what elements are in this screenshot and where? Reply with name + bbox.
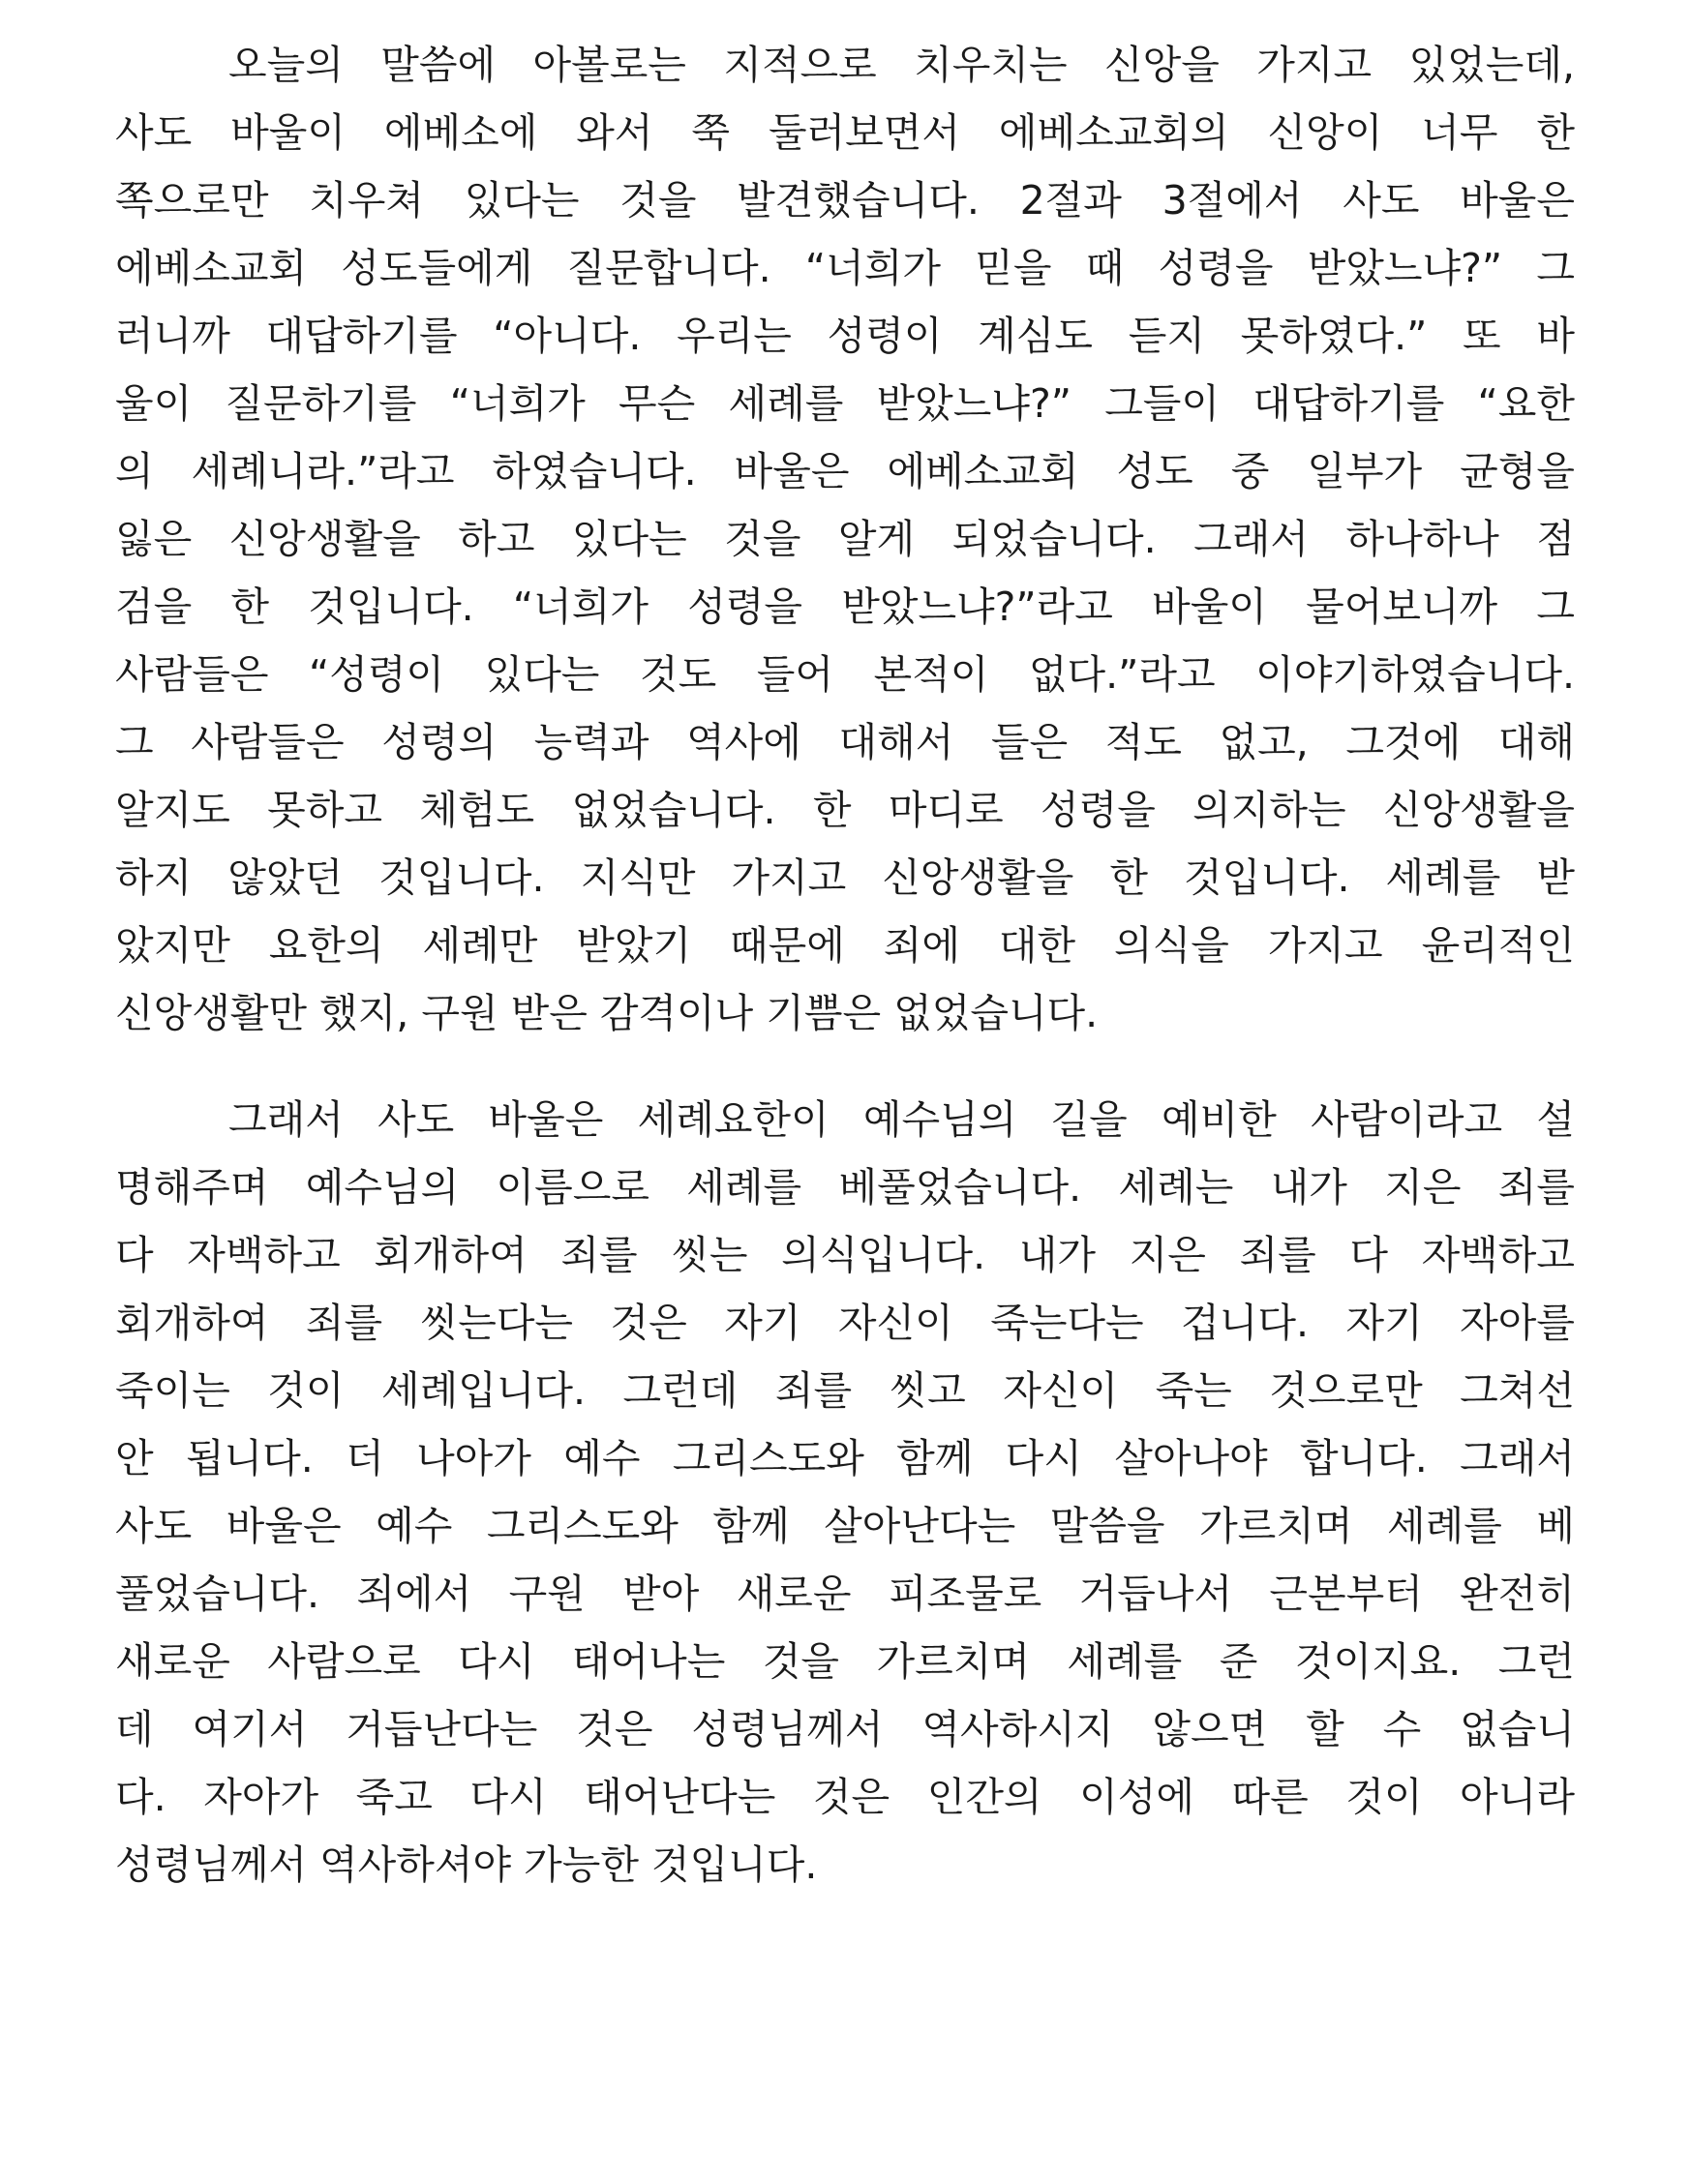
text-line: 의 세례니라.”라고 하였습니다. 바울은 에베소교회 성도 중 일부가 균형을 [115, 448, 1575, 494]
text-line: 사도 바울은 예수 그리스도와 함께 살아난다는 말씀을 가르치며 세례를 베 [115, 1503, 1575, 1549]
text-line: 명해주며 예수님의 이름으로 세례를 베풀었습니다. 세례는 내가 지은 죄를 [115, 1164, 1575, 1211]
text-line: 다 자백하고 회개하여 죄를 씻는 의식입니다. 내가 지은 죄를 다 자백하고 [115, 1232, 1575, 1278]
text-line: 죽이는 것이 세례입니다. 그런데 죄를 씻고 자신이 죽는 것으로만 그쳐선 [115, 1367, 1575, 1414]
text-line: 성령님께서 역사하셔야 가능한 것입니다. [115, 1841, 818, 1888]
text-line: 쪽으로만 치우쳐 있다는 것을 발견했습니다. 2절과 3절에서 사도 바울은 [115, 177, 1575, 224]
text-line: 에베소교회 성도들에게 질문합니다. “너희가 믿을 때 성령을 받았느냐?” 그 [115, 245, 1575, 291]
text-line: 알지도 못하고 체험도 없었습니다. 한 마디로 성령을 의지하는 신앙생활을 [115, 787, 1575, 833]
text-line: 검을 한 것입니다. “너희가 성령을 받았느냐?”라고 바울이 물어보니까 그 [115, 583, 1575, 630]
text-line: 데 여기서 거듭난다는 것은 성령님께서 역사하시지 않으면 할 수 없습니 [115, 1706, 1575, 1752]
text-line: 울이 질문하기를 “너희가 무슨 세례를 받았느냐?” 그들이 대답하기를 “요한 [115, 380, 1575, 427]
text-line: 회개하여 죄를 씻는다는 것은 자기 자신이 죽는다는 겁니다. 자기 자아를 [115, 1300, 1575, 1346]
text-line: 그래서 사도 바울은 세례요한이 예수님의 길을 예비한 사람이라고 설 [228, 1096, 1575, 1143]
text-line: 그 사람들은 성령의 능력과 역사에 대해서 들은 적도 없고, 그것에 대해 [115, 719, 1575, 765]
text-line: 잃은 신앙생활을 하고 있다는 것을 알게 되었습니다. 그래서 하나하나 점 [115, 516, 1575, 562]
text-line: 오늘의 말씀에 아볼로는 지적으로 치우치는 신앙을 가지고 있었는데, [228, 42, 1575, 88]
text-line: 사도 바울이 에베소에 와서 쭉 둘러보면서 에베소교회의 신앙이 너무 한 [115, 109, 1575, 156]
text-line: 았지만 요한의 세례만 받았기 때문에 죄에 대한 의식을 가지고 윤리적인 [115, 922, 1575, 969]
text-line: 사람들은 “성령이 있다는 것도 들어 본적이 없다.”라고 이야기하였습니다. [115, 651, 1575, 698]
text-line: 신앙생활만 했지, 구원 받은 감격이나 기쁨은 없었습니다. [115, 990, 1099, 1036]
text-line: 안 됩니다. 더 나아가 예수 그리스도와 함께 다시 살아나야 합니다. 그래서 [115, 1435, 1575, 1481]
text-line: 하지 않았던 것입니다. 지식만 가지고 신앙생활을 한 것입니다. 세례를 받 [115, 854, 1575, 901]
text-line: 러니까 대답하기를 “아니다. 우리는 성령이 계심도 듣지 못하였다.” 또 바 [115, 313, 1575, 359]
text-line: 풀었습니다. 죄에서 구원 받아 새로운 피조물로 거듭나서 근본부터 완전히 [115, 1571, 1575, 1617]
text-line: 다. 자아가 죽고 다시 태어난다는 것은 인간의 이성에 따른 것이 아니라 [115, 1774, 1575, 1820]
text-line: 새로운 사람으로 다시 태어나는 것을 가르치며 세례를 준 것이지요. 그런 [115, 1638, 1575, 1685]
